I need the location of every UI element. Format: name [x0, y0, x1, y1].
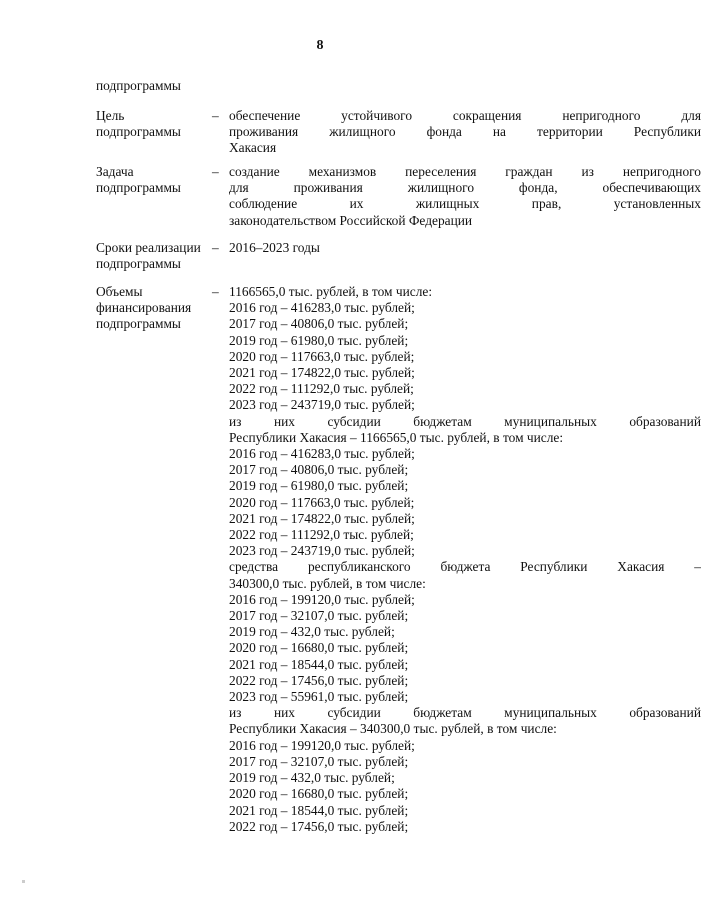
terms-label-line: Сроки реализации — [96, 240, 201, 255]
text-line: средства республиканского бюджета Республики Хакасия – — [229, 559, 701, 575]
text-line: 340300,0 тыс. рублей, в том числе: — [229, 575, 426, 591]
text-line: 2016 год – 416283,0 тыс. рублей; — [229, 300, 415, 316]
goal-text — [229, 108, 701, 157]
text-line: создание механизмов переселения граждан из непригодного — [229, 164, 701, 179]
text-line: 2016–2023 годы — [229, 240, 320, 255]
text-line: законодательством Российской Федерации — [229, 212, 473, 228]
text-line: 2020 год – 16680,0 тыс. рублей; — [229, 640, 409, 656]
text-line: 2020 год – 117663,0 тыс. рублей; — [229, 348, 415, 364]
text-line: 2017 год – 40806,0 тыс. рублей; — [229, 316, 409, 332]
text-line: из них субсидии бюджетам муниципальных образований — [229, 705, 701, 721]
text-line: 2021 год – 18544,0 тыс. рублей; — [229, 802, 409, 818]
text-line: 2019 год – 432,0 тыс. рублей; — [229, 624, 395, 640]
funding-label-line: финансирования — [96, 300, 192, 316]
text-line: проживания жилищного фонда на территории Республики — [229, 124, 701, 140]
text-line: Республики Хакасия – 1166565,0 тыс. рублей, в том числе: — [229, 429, 564, 445]
goal-label — [96, 108, 214, 140]
text-line: для проживания жилищного фонда, обеспечивающих — [229, 180, 701, 196]
text-line: 2022 год – 17456,0 тыс. рублей; — [229, 672, 409, 688]
text-line: соблюдение их жилищных прав, установленных — [229, 196, 701, 212]
page-number: 8 — [316, 38, 324, 53]
scan-speck — [22, 880, 25, 883]
goal-label-line: Цель — [96, 108, 125, 123]
text-line: 2022 год – 111292,0 тыс. рублей; — [229, 381, 414, 397]
text-line: 2020 год – 117663,0 тыс. рублей; — [229, 494, 415, 510]
text-line: Республики Хакасия – 340300,0 тыс. рублей, в том числе: — [229, 721, 557, 737]
text-line: 2016 год – 199120,0 тыс. рублей; — [229, 591, 415, 607]
text-line: 1166565,0 тыс. рублей, в том числе: — [229, 284, 433, 299]
dash: – — [212, 108, 219, 123]
terms-label — [96, 240, 214, 272]
text-line: 2017 год – 40806,0 тыс. рублей; — [229, 462, 409, 478]
text-line: 2017 год – 32107,0 тыс. рублей; — [229, 608, 409, 624]
funding-text — [229, 284, 701, 835]
funding-label — [96, 284, 214, 333]
text-line: 2020 год – 16680,0 тыс. рублей; — [229, 786, 409, 802]
funding-label-line: Объемы — [96, 284, 143, 299]
funding-label-line: подпрограммы — [96, 316, 181, 332]
text-line: 2021 год – 18544,0 тыс. рублей; — [229, 656, 409, 672]
dash: – — [212, 164, 219, 179]
text-line: 2022 год – 111292,0 тыс. рублей; — [229, 527, 414, 543]
text-line: 2023 год – 243719,0 тыс. рублей; — [229, 543, 415, 559]
terms-label-line: подпрограммы — [96, 256, 181, 272]
text-line: 2017 год – 32107,0 тыс. рублей; — [229, 753, 409, 769]
task-label-line: подпрограммы — [96, 180, 181, 196]
text-line: из них субсидии бюджетам муниципальных образований — [229, 413, 701, 429]
text-line: 2019 год – 61980,0 тыс. рублей; — [229, 332, 409, 348]
text-line: обеспечение устойчивого сокращения непригодного для — [229, 108, 701, 123]
text-line: 2021 год – 174822,0 тыс. рублей; — [229, 510, 415, 526]
text-line: 2021 год – 174822,0 тыс. рублей; — [229, 365, 415, 381]
task-label-line: Задача — [96, 164, 134, 179]
terms-text — [229, 240, 701, 256]
text-line: 2023 год – 55961,0 тыс. рублей; — [229, 689, 409, 705]
dash: – — [212, 240, 219, 255]
task-text — [229, 164, 701, 229]
top-fragment-label: подпрограммы — [96, 78, 181, 93]
text-line: Хакасия — [229, 140, 277, 156]
text-line: 2023 год – 243719,0 тыс. рублей; — [229, 397, 415, 413]
text-line: 2016 год – 416283,0 тыс. рублей; — [229, 446, 415, 462]
goal-label-line: подпрограммы — [96, 124, 181, 140]
text-line: 2016 год – 199120,0 тыс. рублей; — [229, 737, 415, 753]
dash: – — [212, 284, 219, 299]
text-line: 2019 год – 432,0 тыс. рублей; — [229, 770, 395, 786]
text-line: 2022 год – 17456,0 тыс. рублей; — [229, 818, 409, 834]
task-label — [96, 164, 214, 196]
text-line: 2019 год – 61980,0 тыс. рублей; — [229, 478, 409, 494]
